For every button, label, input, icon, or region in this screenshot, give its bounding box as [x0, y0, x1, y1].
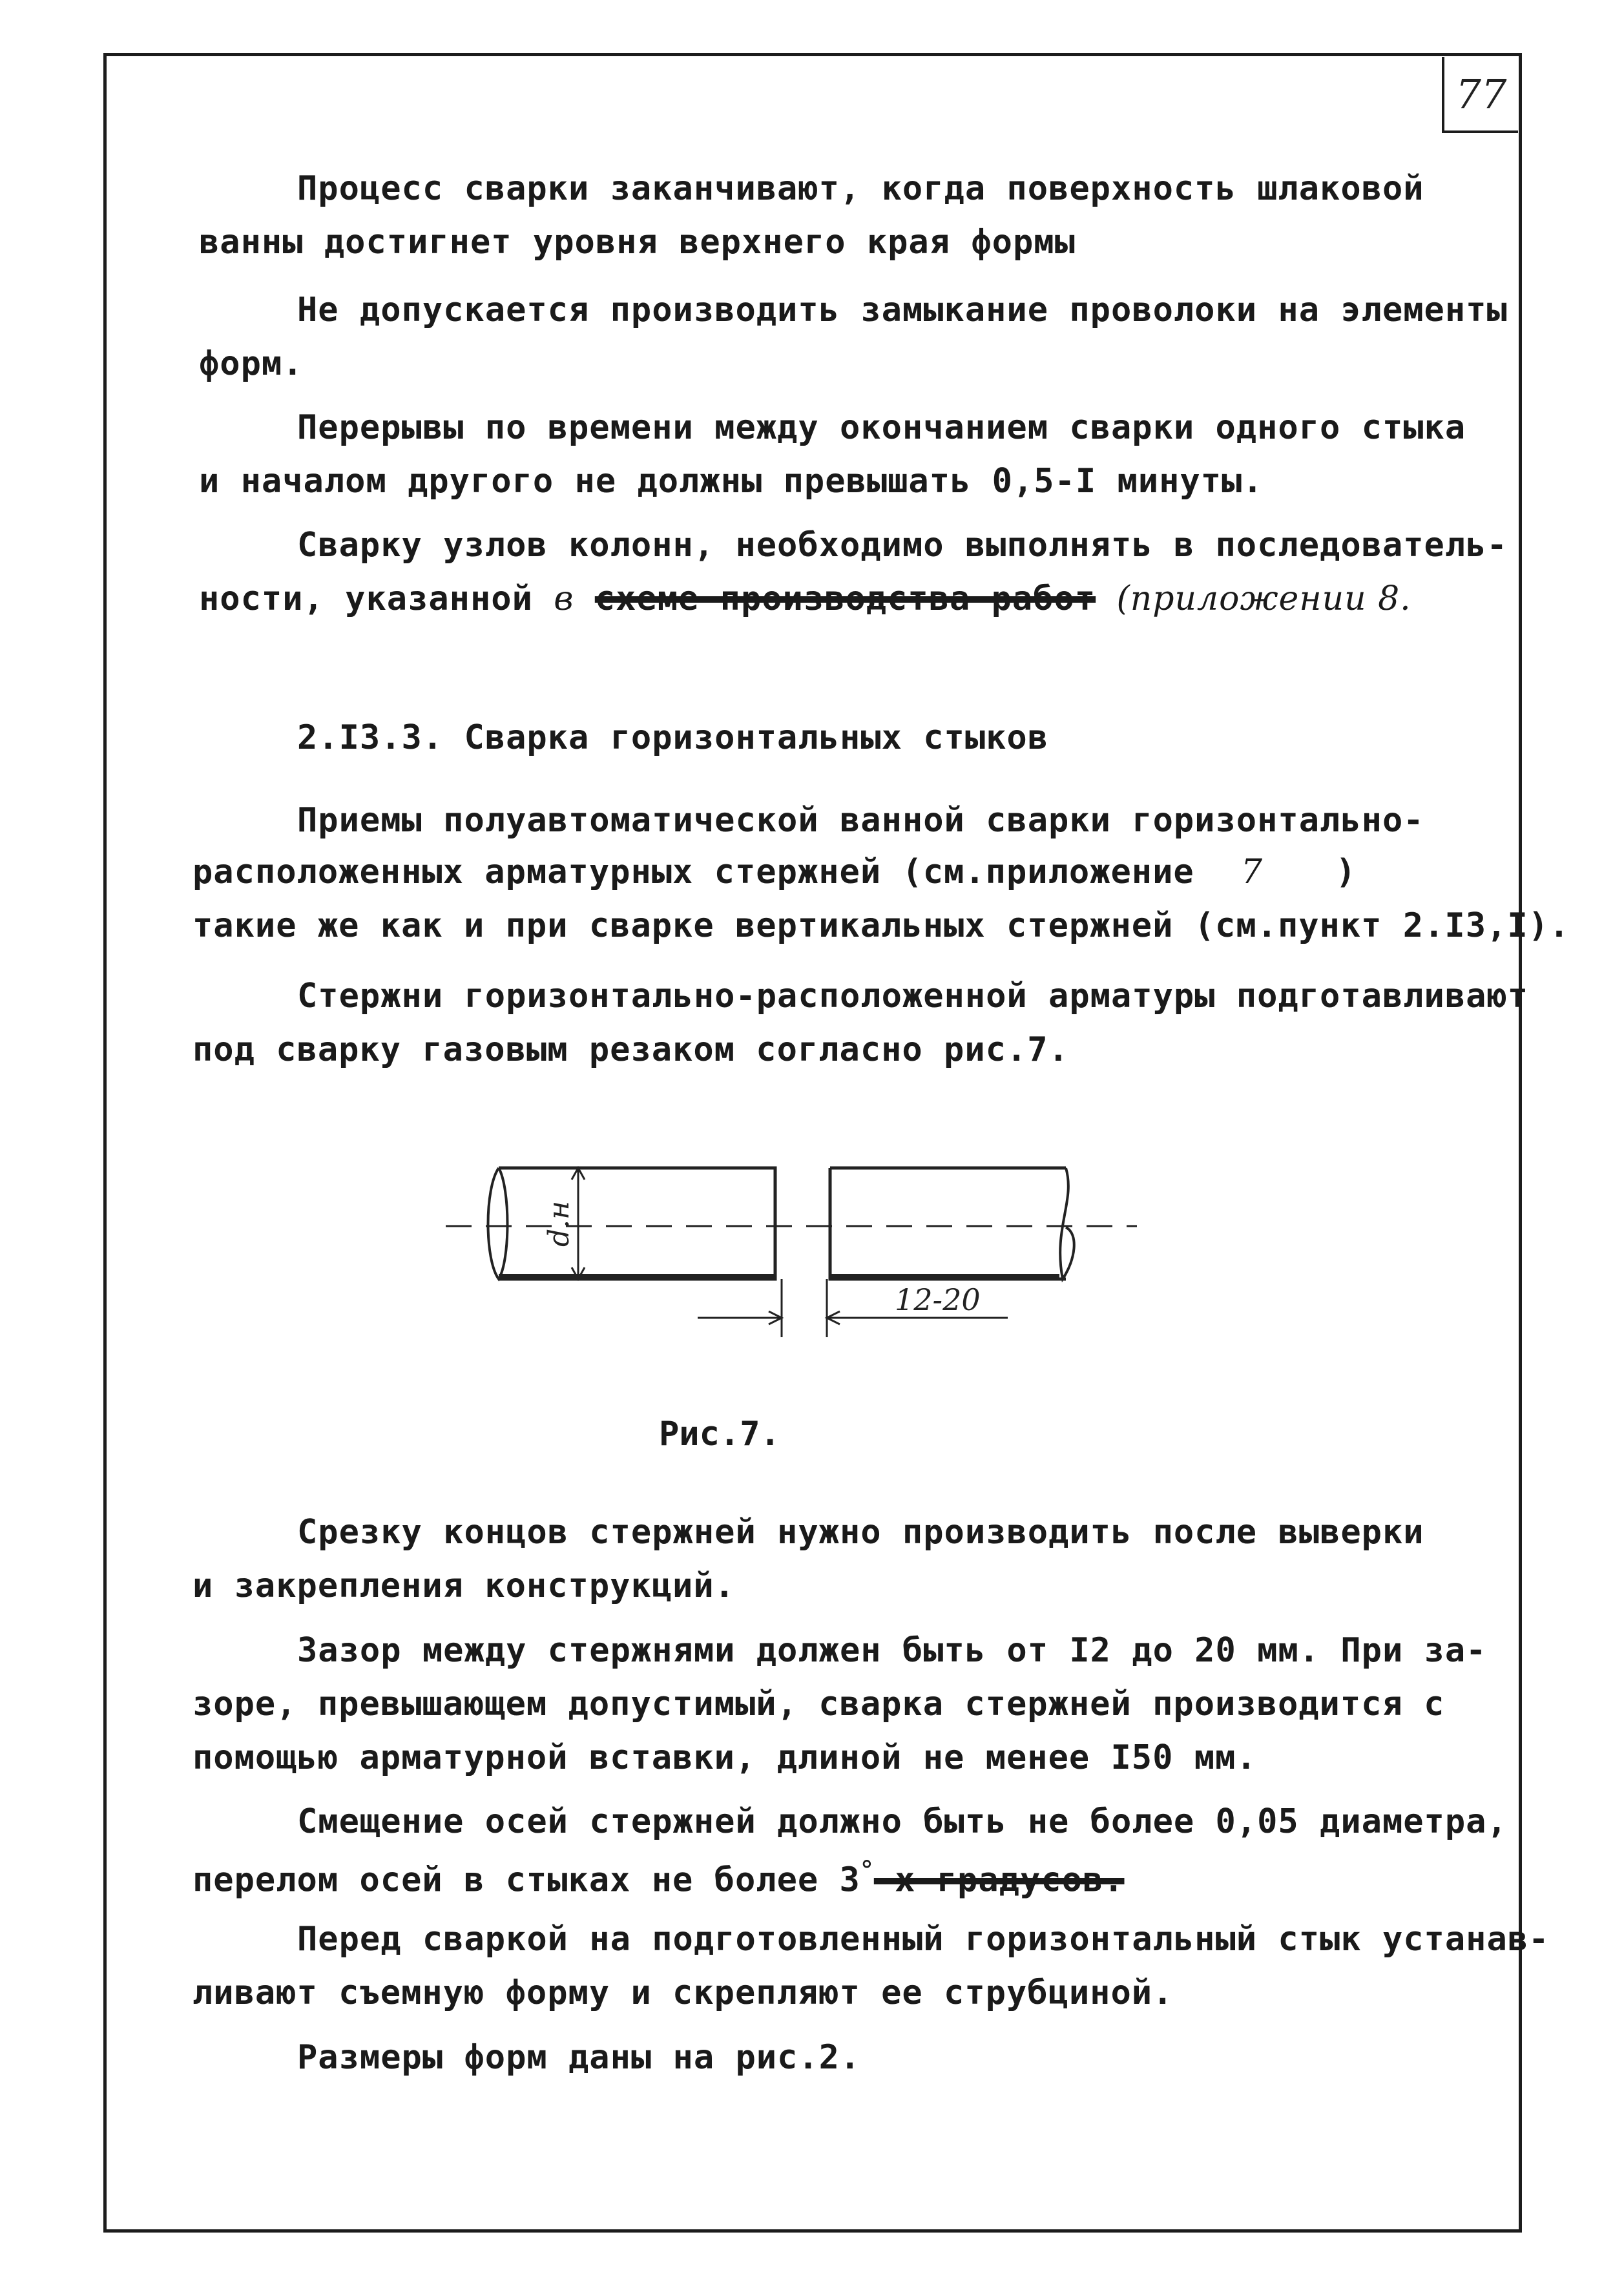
figure-caption: Рис.7.: [659, 1415, 780, 1453]
handwritten-correction: в: [554, 579, 574, 618]
p6-line1: Стержни горизонтально-расположенной арматуры подготавливают: [297, 977, 1529, 1016]
p3-line1: Перерывы по времени между окончанием сварки одного стыка: [297, 408, 1466, 447]
p10-line2: ливают съемную форму и скрепляют ее струбциной.: [193, 1974, 1174, 2012]
diameter-label: d.н: [543, 1200, 576, 1247]
left-bar: [499, 1168, 775, 1279]
struck-out-text: -х градусов.: [873, 1860, 1125, 1900]
p2-line1: Не допускается производить замыкание проволоки на элементы: [297, 291, 1508, 329]
p4-line2: [199, 579, 1411, 618]
gap-label: 12-20: [895, 1282, 981, 1317]
p4-line1: Сварку узлов колонн, необходимо выполнять в последователь-: [297, 526, 1508, 565]
p7-line2: и закрепления конструкций.: [193, 1567, 735, 1605]
p3-line2: и началом другого не должны превышать 0,5-I минуты.: [199, 462, 1264, 501]
left-bar-break: [488, 1168, 508, 1279]
handwritten-correction: (приложении 8.: [1116, 579, 1411, 618]
p4-line2-text: ности, указанной: [199, 579, 533, 618]
page-frame: [103, 53, 1522, 2233]
p10-line1: Перед сваркой на подготовленный горизонтальный стык устанав-: [297, 1920, 1550, 1959]
p5-line2-close: ): [1335, 853, 1357, 891]
p1-line1: Процесс сварки заканчивают, когда поверхность шлаковой: [297, 169, 1424, 208]
page-number: 77: [1442, 57, 1518, 133]
p11-line1: Размеры форм даны на рис.2.: [297, 2038, 861, 2077]
figure-7-rebar-diagram: [439, 1150, 1150, 1357]
p5-line2-text: расположенных арматурных стержней (см.приложение: [193, 853, 1194, 891]
p9-line2: [193, 1856, 1125, 1899]
p8-line2: зоре, превышающем допустимый, сварка стержней производится с: [193, 1685, 1445, 1724]
right-bar: [830, 1168, 1066, 1279]
p8-line1: Зазор между стержнями должен быть от I2 до 20 мм. При за-: [297, 1631, 1487, 1670]
p5-line3: такие же как и при сварке вертикальных стержней (см.пункт 2.I3,I).: [193, 906, 1570, 945]
p5-line1: Приемы полуавтоматической ванной сварки горизонтально-: [297, 801, 1424, 840]
struck-out-text: схеме производства работ: [594, 579, 1096, 618]
p6-line2: под сварку газовым резаком согласно рис.7.: [193, 1030, 1069, 1069]
p9-line1: Смещение осей стержней должно быть не более 0,05 диаметра,: [297, 1802, 1508, 1841]
p8-line3: помощью арматурной вставки, длиной не менее I50 мм.: [193, 1738, 1257, 1777]
p1-line2: ванны достигнет уровня верхнего края формы: [199, 223, 1076, 262]
handwritten-degree: °: [860, 1856, 874, 1886]
p5-line2: [193, 853, 1357, 891]
p7-line1: Срезку концов стержней нужно производить после выверки: [297, 1513, 1424, 1552]
p9-line2-text: перелом осей в стыках не более 3: [193, 1860, 860, 1900]
p2-line2: форм.: [199, 344, 304, 383]
section-heading: 2.I3.3. Сварка горизонтальных стыков: [297, 718, 1049, 757]
right-bar-break: [1060, 1168, 1074, 1279]
handwritten-number: 7: [1241, 853, 1264, 891]
